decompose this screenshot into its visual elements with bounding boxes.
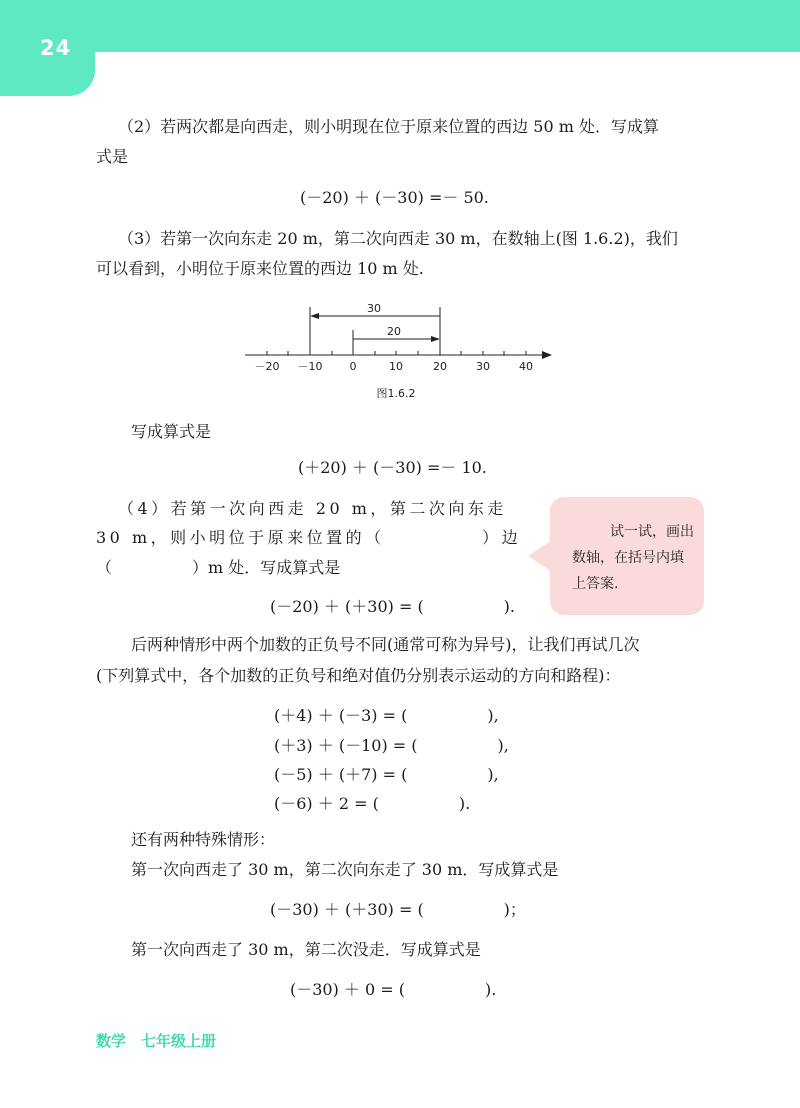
callout-text [572,519,698,597]
arrow-30-label: 30 [367,302,381,315]
number-line-ticks [267,351,526,355]
exercise-1: (＋4) ＋ (－3) = ( ), [274,706,499,725]
tick-label-minus-10: －10 [297,360,323,373]
arrow-20-head [431,336,440,342]
callout-tail [528,540,552,572]
equation-4: (－30) ＋ (＋30) = ( )； [270,900,526,919]
callout-line-2: 数轴，在括号内填 [572,550,684,566]
paragraph-4-line-3: （ ）m 处．写成算式是 [96,558,341,577]
header-bar [0,0,800,52]
equation-3: (－20) ＋ (＋30) = ( ). [270,597,516,616]
arrow-30-head [310,313,319,319]
special-case-2: 第一次向西走了 30 m，第二次没走．写成算式是 [131,940,481,959]
paragraph-4-line-2: 30 m，则小明位于原来位置的（ ）边 [96,528,522,547]
tick-label-20: 20 [433,360,447,373]
paragraph-3-line-2: 可以看到，小明位于原来位置的西边 10 m 处. [96,259,424,278]
special-cases-intro: 还有两种特殊情形： [131,830,276,849]
exercise-4: (－6) ＋ 2 = ( ). [274,794,471,813]
equation-2: (＋20) ＋ (－30) =－ 10. [298,458,487,477]
callout-line-1: 试一试，画出 [610,524,694,540]
equation-5: (－30) ＋ 0 = ( ). [290,980,497,999]
page-number: 24 [40,36,72,60]
figure-caption: 图1.6.2 [376,387,416,400]
number-line-arrowhead [542,351,552,359]
number-line-figure [240,300,560,405]
paragraph-4-line-1: （4）若第一次向西走 20 m，第二次向东走 [118,499,507,518]
tick-label-0: 0 [349,360,357,373]
exercise-3: (－5) ＋ (＋7) = ( ), [274,765,499,784]
tick-label-40: 40 [519,360,533,373]
paragraph-5-line-1: 后两种情形中两个加数的正负号不同(通常可称为异号)，让我们再试几次 [131,635,640,654]
tick-label-minus-20: －20 [254,360,280,373]
tick-label-10: 10 [389,360,403,373]
callout-line-3: 上答案. [572,576,619,592]
paragraph-2-line-2: 式是 [96,147,129,166]
equation-1: (－20) ＋ (－30) =－ 50. [300,188,489,207]
write-as-label: 写成算式是 [131,422,212,441]
paragraph-2-line-1: （2）若两次都是向西走，则小明现在位于原来位置的西边 50 m 处．写成算 [118,117,659,136]
arrow-20-label: 20 [387,325,401,338]
exercise-2: (＋3) ＋ (－10) = ( ), [274,736,509,755]
paragraph-3-line-1: （3）若第一次向东走 20 m，第二次向西走 30 m，在数轴上(图 1.6.2)，我们 [118,229,678,248]
footer-book-title: 数学 七年级上册 [96,1032,217,1050]
special-case-1: 第一次向西走了 30 m，第二次向东走了 30 m．写成算式是 [131,860,559,879]
paragraph-5-line-2: (下列算式中，各个加数的正负号和绝对值仍分别表示运动的方向和路程)： [96,666,621,685]
tick-label-30: 30 [476,360,490,373]
